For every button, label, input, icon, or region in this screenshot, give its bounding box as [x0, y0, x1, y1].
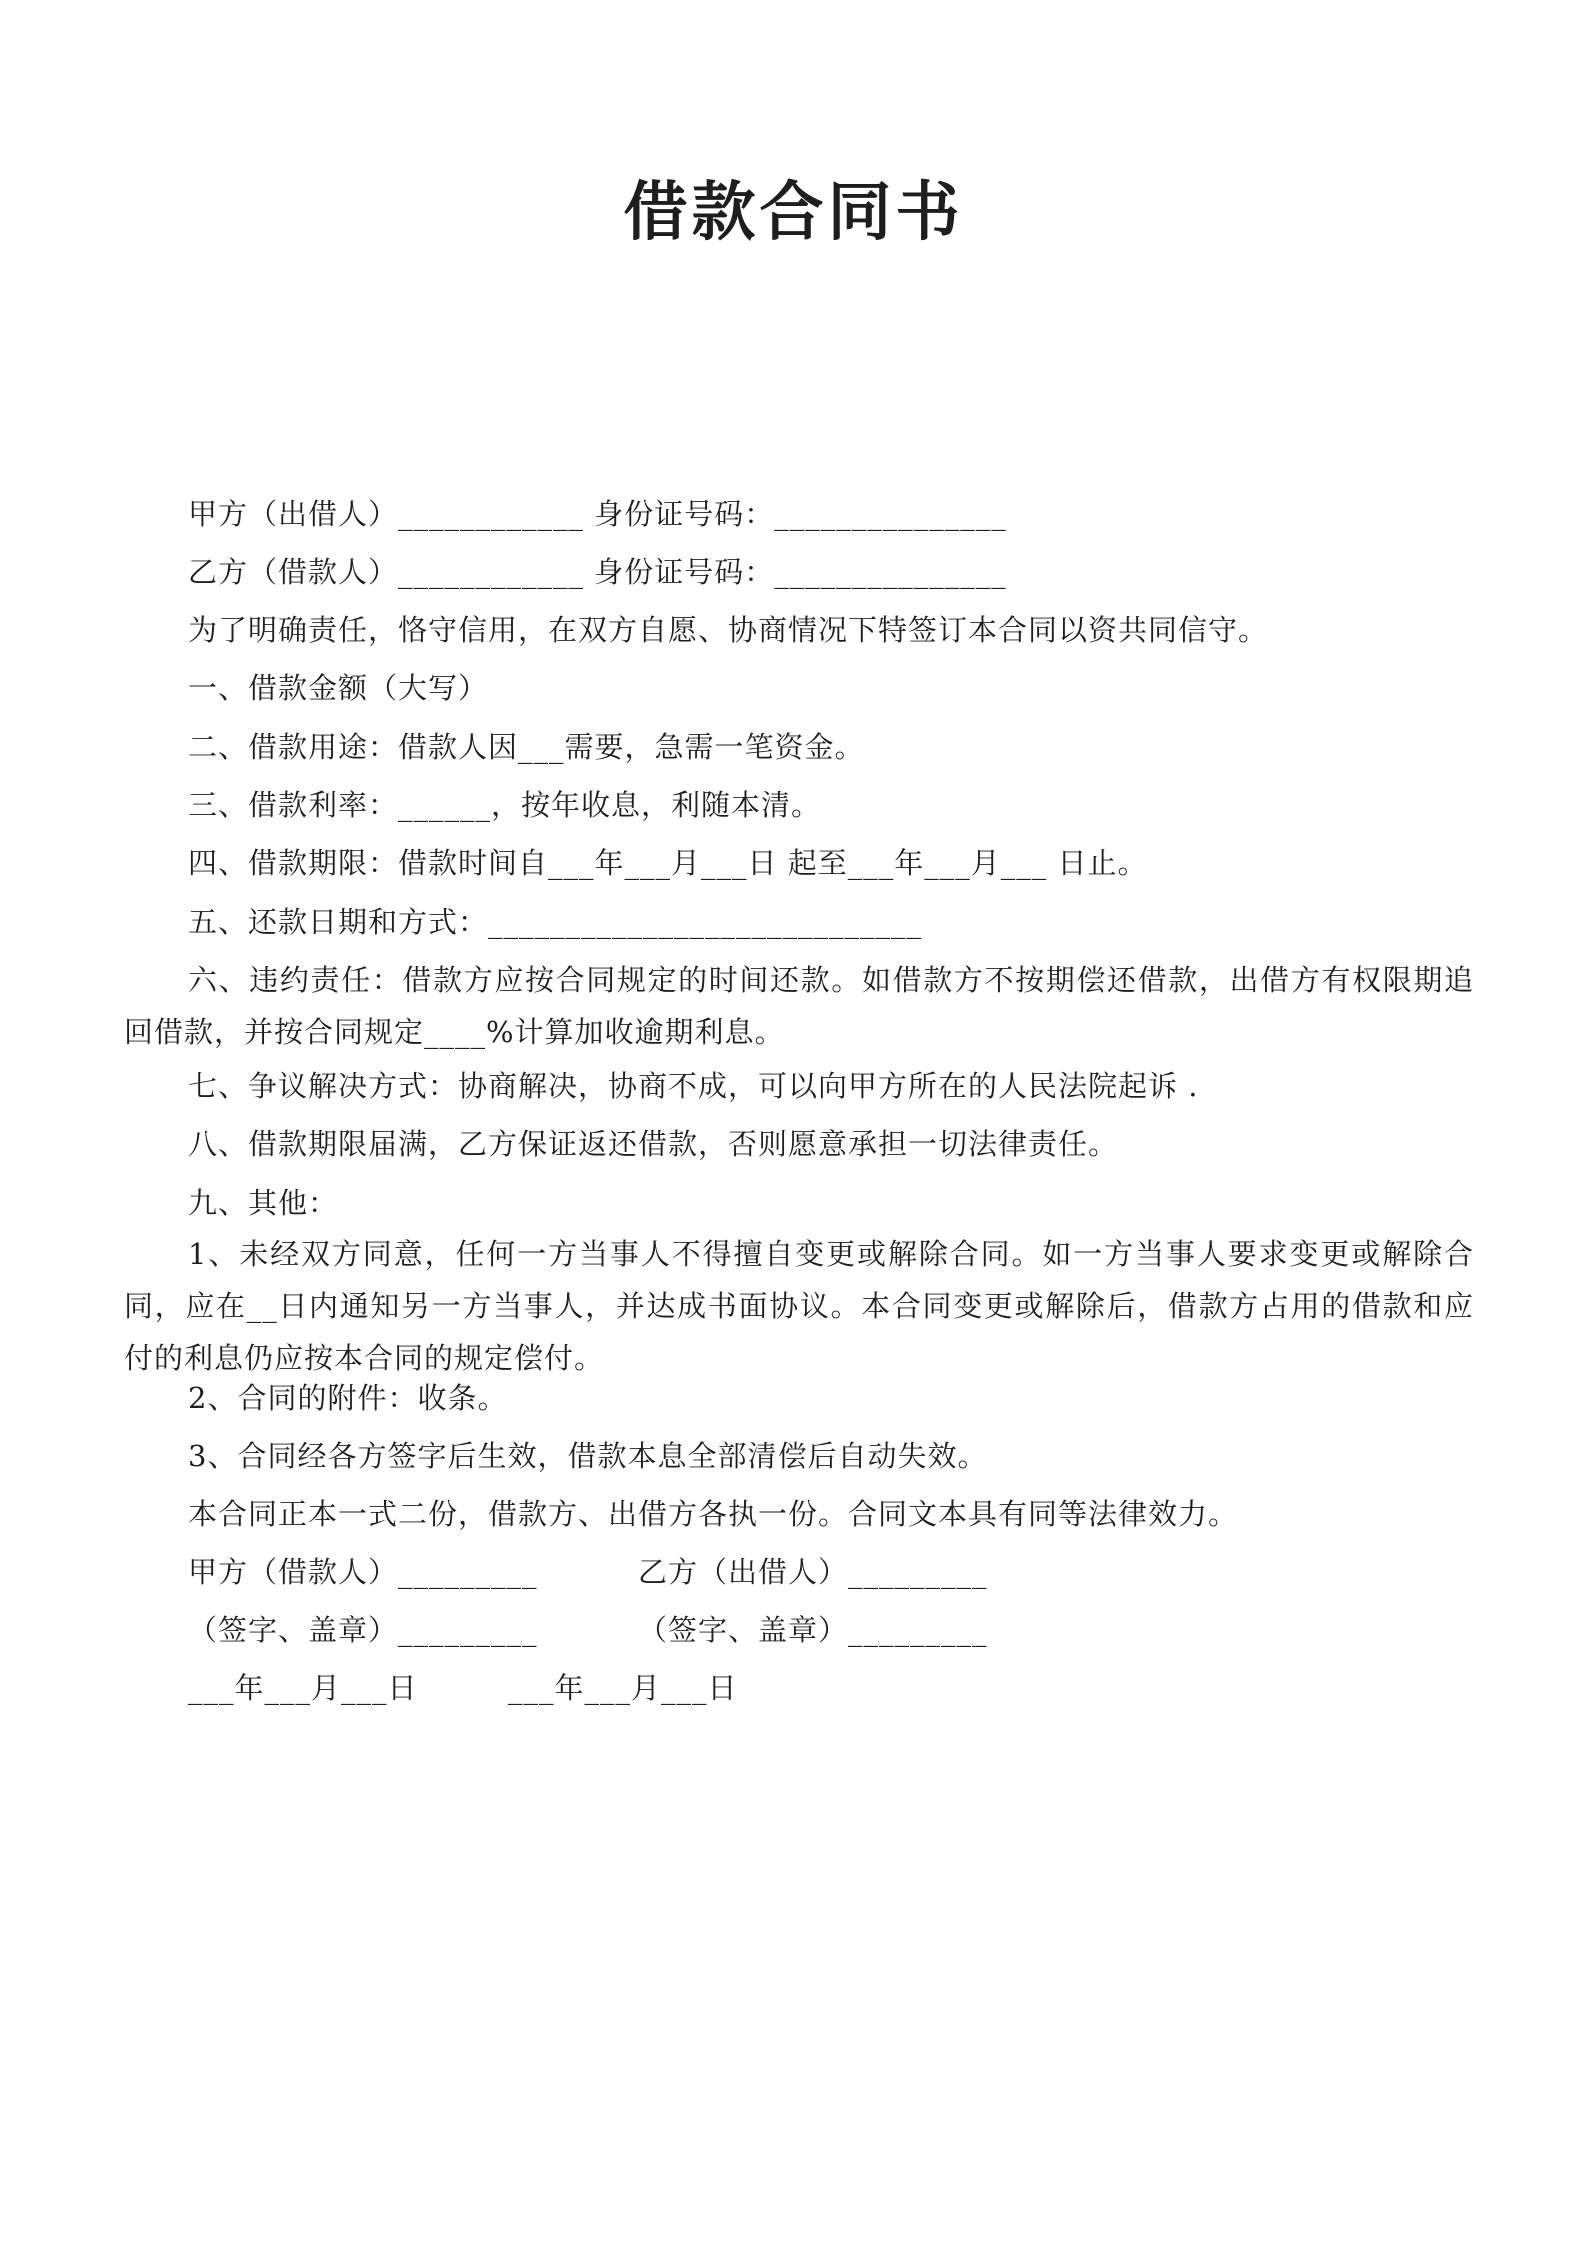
signature-party-a: 甲方（借款人）_________: [188, 1555, 538, 1589]
clause-6: 六、违约责任：借款方应按合同规定的时间还款。如借款方不按期偿还借款，出借方有权限期追回借款，并按合同规定____%计算加收逾期利息。: [124, 963, 1474, 1049]
other-item-2: 2、合同的附件：收条。: [188, 1381, 508, 1415]
seal-party-a: （签字、盖章）_________: [188, 1613, 538, 1647]
seal-party-b: （签字、盖章）_________: [638, 1613, 988, 1647]
party-a-line: 甲方（出借人）____________ 身份证号码：_______________: [188, 497, 1007, 531]
other-item-3: 3、合同经各方签字后生效，借款本息全部清偿后自动失效。: [188, 1439, 988, 1473]
clause-7: 七、争议解决方式：协商解决，协商不成，可以向甲方所在的人民法院起诉 .: [188, 1069, 1199, 1103]
clause-1: 一、借款金额（大写）: [188, 671, 489, 705]
party-b-line: 乙方（借款人）____________ 身份证号码：_______________: [188, 555, 1007, 589]
document-title: 借款合同书: [623, 175, 964, 250]
clause-3: 三、借款利率：______，按年收息，利随本清。: [188, 788, 822, 822]
clause-2: 二、借款用途：借款人因___需要，急需一笔资金。: [188, 730, 865, 764]
clause-8: 八、借款期限届满，乙方保证返还借款，否则愿意承担一切法律责任。: [188, 1127, 1119, 1161]
clause-5: 五、还款日期和方式：____________________________: [188, 905, 923, 939]
clause-9: 九、其他：: [188, 1186, 339, 1220]
date-party-b: ___年___月___日: [508, 1671, 738, 1705]
intro-text: 为了明确责任，恪守信用，在双方自愿、协商情况下特签订本合同以资共同信守。: [188, 613, 1269, 647]
date-party-a: ___年___月___日: [188, 1671, 418, 1705]
other-item-1: 1、未经双方同意，任何一方当事人不得擅自变更或解除合同。如一方当事人要求变更或解除合同，应在__日内通知另一方当事人，并达成书面协议。本合同变更或解除后，借款方占用的借款和应付的利息仍应按本合同的规定偿付。: [124, 1237, 1474, 1375]
clause-4: 四、借款期限：借款时间自___年___月___日 起至___年___月___ 日止。: [188, 846, 1148, 880]
copies-statement: 本合同正本一式二份，借款方、出借方各执一份。合同文本具有同等法律效力。: [188, 1497, 1239, 1531]
signature-party-b: 乙方（出借人）_________: [638, 1555, 988, 1589]
